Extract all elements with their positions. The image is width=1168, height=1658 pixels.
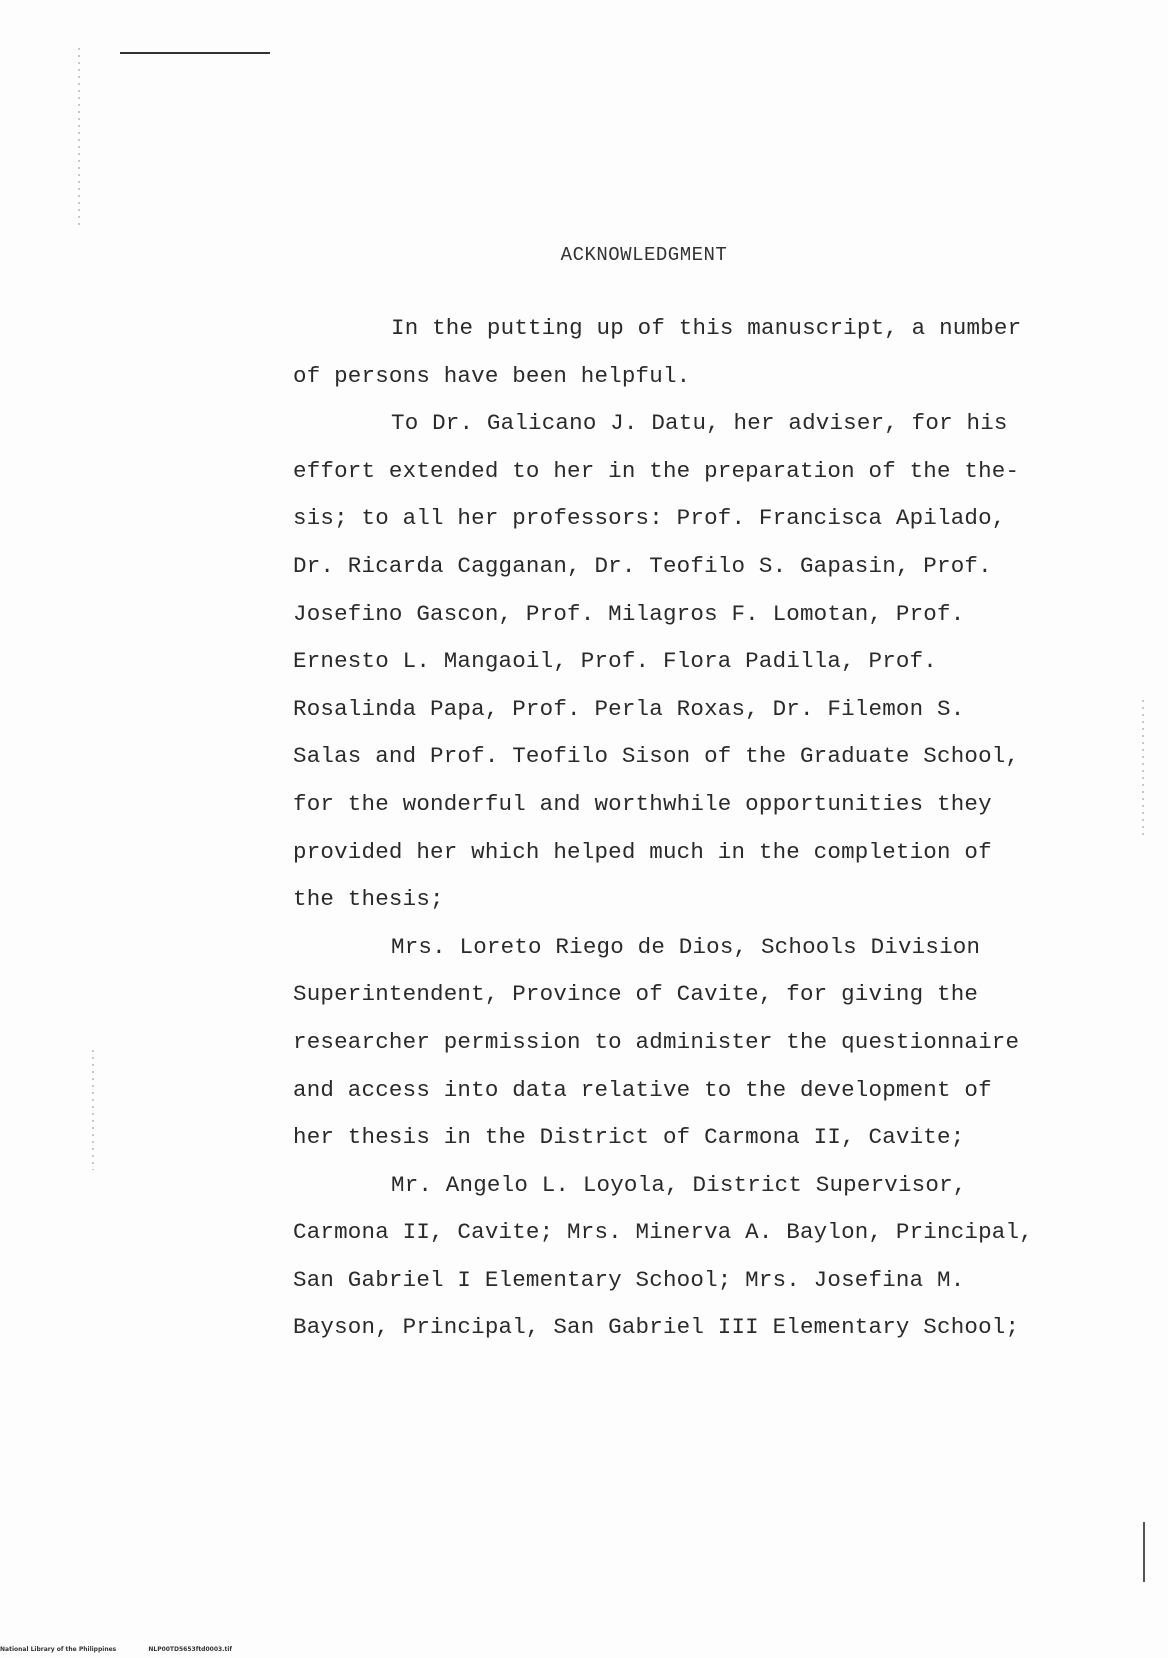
text-line: effort extended to her in the preparation of the the- — [293, 457, 1020, 484]
text-line: her thesis in the District of Carmona II, Cavite; — [293, 1124, 965, 1151]
margin-speck-mark — [78, 48, 80, 228]
text-line: San Gabriel I Elementary School; Mrs. Josefina M. — [293, 1266, 965, 1293]
text-line: sis; to all her professors: Prof. Francisca Apilado, — [293, 505, 1006, 532]
text-line: and access into data relative to the development of — [293, 1076, 992, 1103]
text-line: To Dr. Galicano J. Datu, her adviser, for his — [391, 410, 1008, 437]
text-line: Superintendent, Province of Cavite, for giving the — [293, 981, 979, 1008]
top-rule-divider — [120, 52, 270, 54]
text-line: the thesis; — [293, 886, 444, 913]
text-line: Ernesto L. Mangaoil, Prof. Flora Padilla, Prof. — [293, 648, 938, 675]
text-line: Rosalinda Papa, Prof. Perla Roxas, Dr. Filemon S. — [293, 695, 965, 722]
scan-edge-mark — [1143, 1522, 1145, 1582]
text-line: Carmona II, Cavite; Mrs. Minerva A. Baylon, Principal, — [293, 1219, 1033, 1246]
margin-speck-mark — [1142, 700, 1144, 840]
footer-filename: NLP00TD5653ftd0003.tif — [148, 1646, 232, 1653]
acknowledgment-body — [293, 305, 1073, 1352]
text-line: for the wonderful and worthwhile opportunities they — [293, 790, 992, 817]
text-line: Bayson, Principal, San Gabriel III Elementary School; — [293, 1314, 1020, 1341]
text-line: Josefino Gascon, Prof. Milagros F. Lomotan, Prof. — [293, 600, 965, 627]
text-line: Dr. Ricarda Cagganan, Dr. Teofilo S. Gapasin, Prof. — [293, 552, 992, 579]
text-line: researcher permission to administer the questionnaire — [293, 1028, 1020, 1055]
text-line: of persons have been helpful. — [293, 362, 691, 389]
text-line: Mr. Angelo L. Loyola, District Supervisor, — [391, 1171, 967, 1198]
margin-speck-mark — [92, 1050, 94, 1170]
text-line: Salas and Prof. Teofilo Sison of the Graduate School, — [293, 743, 1020, 770]
text-line: provided her which helped much in the completion of — [293, 838, 992, 865]
text-line: In the putting up of this manuscript, a number — [391, 315, 1022, 341]
footer-library: National Library of the Philippines — [0, 1646, 117, 1653]
text-line: Mrs. Loreto Riego de Dios, Schools Division — [391, 933, 981, 960]
scan-footer — [0, 1646, 262, 1653]
page-title: ACKNOWLEDGMENT — [560, 244, 728, 266]
